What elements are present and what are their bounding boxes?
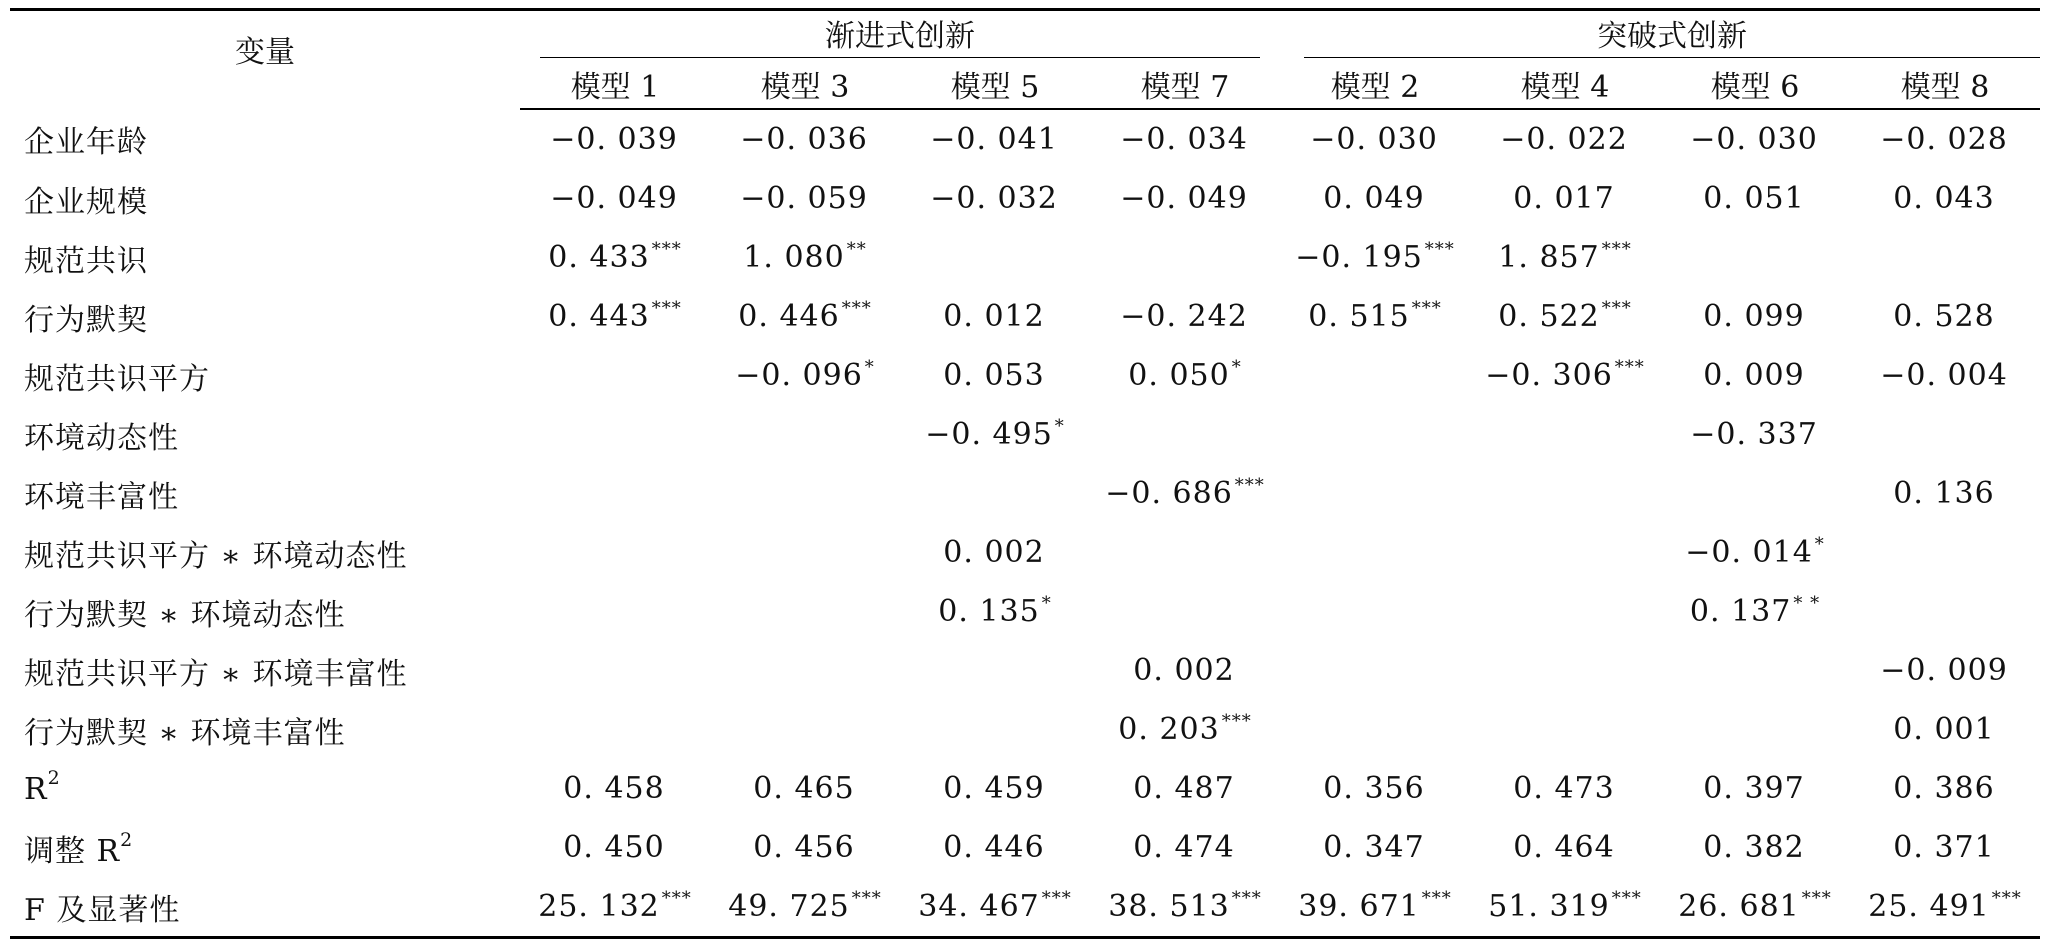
table-cell — [1850, 877, 2040, 938]
cell-value: 0. 446 — [738, 299, 840, 334]
cell-value: −0. 096 — [735, 358, 863, 393]
table-cell — [1090, 109, 1280, 169]
table-cell — [1090, 582, 1280, 641]
table-cell — [1280, 818, 1470, 877]
model-header: 模型 3 — [710, 60, 900, 109]
cell-value: 0. 136 — [1893, 476, 1995, 511]
table-cell — [1660, 346, 1850, 405]
table-cell — [1090, 169, 1280, 228]
row-label-text: F 及显著性 — [24, 892, 181, 928]
cell-value: −0. 041 — [930, 122, 1058, 157]
group-label-incremental: 渐进式创新 — [540, 11, 1260, 58]
cell-value: 0. 528 — [1893, 299, 1995, 334]
table-cell — [1850, 582, 2040, 641]
table-row — [10, 287, 2040, 346]
cell-value: 39. 671 — [1298, 889, 1420, 924]
significance-stars: *** — [1991, 888, 2022, 909]
table-row — [10, 877, 2040, 938]
table-cell — [520, 169, 710, 228]
table-cell — [1280, 169, 1470, 228]
significance-stars: *** — [1234, 475, 1265, 496]
table-cell — [520, 523, 710, 582]
table-cell — [900, 287, 1090, 346]
cell-value: 0. 347 — [1323, 830, 1425, 865]
table-cell — [900, 582, 1090, 641]
cell-value: 0. 203 — [1118, 712, 1220, 747]
table-cell — [1660, 759, 1850, 818]
table-cell — [1090, 228, 1280, 287]
table-cell — [520, 641, 710, 700]
model-header: 模型 6 — [1660, 60, 1850, 109]
row-label — [10, 759, 520, 818]
row-label — [10, 523, 520, 582]
table-cell — [520, 405, 710, 464]
table-cell — [710, 346, 900, 405]
cell-value: 0. 464 — [1513, 830, 1615, 865]
row-label — [10, 169, 520, 228]
cell-value: 0. 397 — [1703, 771, 1805, 806]
table-cell — [1470, 464, 1660, 523]
cell-value: 0. 049 — [1323, 181, 1425, 216]
table-cell — [710, 818, 900, 877]
table-cell — [1660, 818, 1850, 877]
significance-stars: * — [1231, 357, 1242, 378]
table-cell — [1470, 228, 1660, 287]
significance-stars: *** — [1424, 239, 1455, 260]
table-cell — [900, 523, 1090, 582]
significance-stars: * — [1054, 416, 1065, 437]
table-cell — [1470, 405, 1660, 464]
table-row — [10, 346, 2040, 405]
regression-table-container — [10, 8, 2040, 939]
table-row — [10, 109, 2040, 169]
table-cell — [520, 287, 710, 346]
row-label-text: 规范共识平方 — [24, 361, 210, 397]
cell-value: −0. 337 — [1690, 417, 1818, 452]
table-cell — [1090, 818, 1280, 877]
significance-stars: * — [1041, 593, 1052, 614]
table-row — [10, 759, 2040, 818]
table-cell — [710, 405, 900, 464]
table-cell — [520, 700, 710, 759]
table-cell — [1470, 641, 1660, 700]
row-label — [10, 109, 520, 169]
table-cell — [1660, 169, 1850, 228]
table-cell — [1470, 759, 1660, 818]
table-cell — [1470, 523, 1660, 582]
cell-value: 0. 458 — [563, 771, 665, 806]
cell-value: 0. 051 — [1703, 181, 1805, 216]
cell-value: 25. 491 — [1868, 889, 1990, 924]
significance-stars: *** — [1411, 298, 1442, 319]
table-cell — [900, 464, 1090, 523]
table-cell — [1660, 523, 1850, 582]
header-row-groups — [10, 10, 2040, 61]
table-cell — [1090, 759, 1280, 818]
table-cell — [710, 523, 900, 582]
table-cell — [1470, 877, 1660, 938]
cell-value: 0. 443 — [548, 299, 650, 334]
row-label — [10, 287, 520, 346]
significance-stars: *** — [651, 298, 682, 319]
row-label-text: R — [24, 771, 48, 807]
table-cell — [1660, 109, 1850, 169]
row-label-text: 企业年龄 — [24, 125, 148, 160]
cell-value: −0. 049 — [1120, 181, 1248, 216]
row-label — [10, 641, 520, 700]
row-label-text: 行为默契 — [24, 302, 148, 338]
table-cell — [1280, 582, 1470, 641]
table-row — [10, 464, 2040, 523]
model-header: 模型 5 — [900, 60, 1090, 109]
table-cell — [1090, 700, 1280, 759]
cell-value: 1. 857 — [1498, 240, 1600, 275]
table-cell — [1280, 109, 1470, 169]
table-cell — [520, 228, 710, 287]
table-cell — [1850, 109, 2040, 169]
row-label-text: 规范共识平方 ∗ 环境动态性 — [24, 538, 408, 574]
cell-value: 26. 681 — [1678, 889, 1800, 924]
cell-value: 0. 012 — [943, 299, 1045, 334]
cell-value: −0. 686 — [1105, 476, 1233, 511]
table-row — [10, 641, 2040, 700]
cell-value: −0. 049 — [550, 181, 678, 216]
superscript: 2 — [47, 766, 61, 789]
table-cell — [1280, 287, 1470, 346]
variable-header: 变量 — [10, 10, 520, 110]
row-label — [10, 877, 520, 938]
cell-value: 0. 474 — [1133, 830, 1235, 865]
table-cell — [1470, 287, 1660, 346]
cell-value: −0. 009 — [1880, 653, 2008, 688]
group-label-radical: 突破式创新 — [1304, 11, 2040, 58]
table-cell — [900, 405, 1090, 464]
table-cell — [1280, 405, 1470, 464]
cell-value: 0. 356 — [1323, 771, 1425, 806]
table-cell — [1280, 759, 1470, 818]
significance-stars: *** — [1614, 357, 1645, 378]
table-cell — [900, 169, 1090, 228]
table-cell — [710, 169, 900, 228]
table-cell — [520, 109, 710, 169]
table-cell — [1470, 582, 1660, 641]
table-cell — [1850, 169, 2040, 228]
table-row — [10, 523, 2040, 582]
row-label — [10, 228, 520, 287]
significance-stars: *** — [661, 888, 692, 909]
table-cell — [520, 464, 710, 523]
cell-value: 0. 450 — [563, 830, 665, 865]
row-label-text: 企业规模 — [24, 184, 148, 220]
significance-stars: *** — [1601, 298, 1632, 319]
significance-stars: *** — [1421, 888, 1452, 909]
cell-value: −0. 032 — [930, 181, 1058, 216]
table-cell — [1470, 700, 1660, 759]
table-cell — [1280, 700, 1470, 759]
table-cell — [1850, 641, 2040, 700]
cell-value: 0. 382 — [1703, 830, 1805, 865]
table-cell — [520, 346, 710, 405]
cell-value: −0. 036 — [740, 122, 868, 157]
table-cell — [900, 228, 1090, 287]
table-cell — [900, 877, 1090, 938]
cell-value: 1. 080 — [743, 240, 845, 275]
table-cell — [1470, 818, 1660, 877]
significance-stars: *** — [1221, 711, 1252, 732]
regression-table — [10, 8, 2040, 939]
cell-value: 0. 433 — [548, 240, 650, 275]
table-cell — [1850, 287, 2040, 346]
cell-value: −0. 030 — [1310, 122, 1438, 157]
cell-value: 0. 487 — [1133, 771, 1235, 806]
table-row — [10, 700, 2040, 759]
table-cell — [1660, 700, 1850, 759]
table-cell — [1660, 287, 1850, 346]
table-row — [10, 169, 2040, 228]
cell-value: 0. 009 — [1703, 358, 1805, 393]
cell-value: 0. 515 — [1308, 299, 1410, 334]
row-label-text: 环境动态性 — [24, 420, 179, 456]
cell-value: 0. 522 — [1498, 299, 1600, 334]
table-cell — [1280, 877, 1470, 938]
table-cell — [900, 641, 1090, 700]
table-cell — [710, 109, 900, 169]
cell-value: −0. 022 — [1500, 122, 1628, 157]
cell-value: −0. 030 — [1690, 122, 1818, 157]
table-cell — [710, 582, 900, 641]
cell-value: 0. 473 — [1513, 771, 1615, 806]
table-cell — [1090, 405, 1280, 464]
table-row — [10, 582, 2040, 641]
table-cell — [520, 759, 710, 818]
model-header: 模型 1 — [520, 60, 710, 109]
row-label — [10, 700, 520, 759]
cell-value: 0. 043 — [1893, 181, 1995, 216]
significance-stars: *** — [1601, 239, 1632, 260]
group-header-incremental — [520, 10, 1280, 61]
cell-value: 0. 137 — [1689, 594, 1792, 629]
significance-stars: *** — [841, 298, 872, 319]
significance-stars: *** — [651, 239, 682, 260]
table-cell — [1850, 228, 2040, 287]
row-label-text: 规范共识 — [24, 243, 148, 279]
table-cell — [1660, 877, 1850, 938]
table-cell — [1090, 287, 1280, 346]
table-cell — [710, 877, 900, 938]
table-cell — [1850, 759, 2040, 818]
table-cell — [900, 346, 1090, 405]
table-cell — [1280, 228, 1470, 287]
group-header-radical — [1280, 10, 2040, 61]
table-cell — [1850, 700, 2040, 759]
cell-value: −0. 195 — [1295, 240, 1423, 275]
table-cell — [520, 582, 710, 641]
cell-value: −0. 495 — [925, 417, 1053, 452]
table-row — [10, 228, 2040, 287]
table-cell — [1850, 346, 2040, 405]
cell-value: −0. 039 — [550, 122, 678, 157]
model-header: 模型 2 — [1280, 60, 1470, 109]
cell-value: −0. 014 — [1685, 535, 1813, 570]
significance-stars: *** — [851, 888, 882, 909]
table-cell — [1850, 464, 2040, 523]
table-cell — [1090, 346, 1280, 405]
row-label — [10, 346, 520, 405]
table-cell — [1280, 641, 1470, 700]
table-row — [10, 818, 2040, 877]
cell-value: −0. 242 — [1120, 299, 1248, 334]
table-cell — [1660, 464, 1850, 523]
table-cell — [1660, 228, 1850, 287]
significance-stars: *** — [1231, 888, 1262, 909]
table-cell — [520, 877, 710, 938]
table-cell — [1090, 877, 1280, 938]
table-cell — [1090, 641, 1280, 700]
cell-value: 25. 132 — [538, 889, 660, 924]
model-header: 模型 8 — [1850, 60, 2040, 109]
table-cell — [1850, 523, 2040, 582]
cell-value: −0. 028 — [1880, 122, 2008, 157]
significance-stars: * * — [1793, 593, 1821, 614]
row-label — [10, 582, 520, 641]
row-label-text: 环境丰富性 — [24, 479, 179, 515]
row-label — [10, 405, 520, 464]
row-label-text: 行为默契 ∗ 环境动态性 — [24, 597, 346, 633]
significance-stars: *** — [1611, 888, 1642, 909]
table-cell — [1280, 346, 1470, 405]
cell-value: −0. 034 — [1120, 122, 1248, 157]
table-cell — [900, 700, 1090, 759]
cell-value: 0. 053 — [943, 358, 1045, 393]
table-cell — [1470, 109, 1660, 169]
cell-value: −0. 059 — [740, 181, 868, 216]
cell-value: 0. 099 — [1703, 299, 1805, 334]
table-cell — [1090, 464, 1280, 523]
model-header: 模型 7 — [1090, 60, 1280, 109]
cell-value: 0. 446 — [943, 830, 1045, 865]
cell-value: 0. 017 — [1513, 181, 1615, 216]
cell-value: 0. 459 — [943, 771, 1045, 806]
significance-stars: ** — [846, 239, 867, 260]
table-row — [10, 405, 2040, 464]
cell-value: 0. 465 — [753, 771, 855, 806]
significance-stars: * — [864, 357, 875, 378]
table-cell — [710, 287, 900, 346]
row-label — [10, 464, 520, 523]
table-cell — [1660, 641, 1850, 700]
table-cell — [1470, 169, 1660, 228]
row-label-text: 规范共识平方 ∗ 环境丰富性 — [24, 656, 408, 692]
table-cell — [1090, 523, 1280, 582]
table-cell — [710, 228, 900, 287]
row-label-text: 行为默契 ∗ 环境丰富性 — [24, 715, 346, 751]
cell-value: 0. 002 — [943, 535, 1045, 570]
table-cell — [900, 109, 1090, 169]
table-cell — [1280, 464, 1470, 523]
cell-value: 0. 386 — [1893, 771, 1995, 806]
cell-value: 0. 050 — [1128, 358, 1230, 393]
cell-value: 0. 135 — [938, 594, 1040, 629]
cell-value: −0. 004 — [1880, 358, 2008, 393]
cell-value: −0. 306 — [1485, 358, 1613, 393]
superscript: 2 — [120, 828, 134, 851]
table-cell — [520, 818, 710, 877]
cell-value: 0. 371 — [1893, 830, 1995, 865]
significance-stars: *** — [1801, 888, 1832, 909]
row-label — [10, 818, 520, 877]
table-cell — [1660, 582, 1850, 641]
cell-value: 0. 002 — [1133, 653, 1235, 688]
table-cell — [1850, 405, 2040, 464]
table-cell — [710, 759, 900, 818]
cell-value: 34. 467 — [918, 889, 1040, 924]
table-cell — [1850, 818, 2040, 877]
table-cell — [710, 641, 900, 700]
cell-value: 51. 319 — [1488, 889, 1610, 924]
table-cell — [710, 700, 900, 759]
table-cell — [710, 464, 900, 523]
cell-value: 49. 725 — [728, 889, 850, 924]
table-cell — [1280, 523, 1470, 582]
table-cell — [1660, 405, 1850, 464]
row-label-text: 调整 R — [24, 833, 121, 869]
cell-value: 0. 456 — [753, 830, 855, 865]
model-header: 模型 4 — [1470, 60, 1660, 109]
cell-value: 38. 513 — [1108, 889, 1230, 924]
table-cell — [900, 818, 1090, 877]
table-cell — [1470, 346, 1660, 405]
significance-stars: *** — [1041, 888, 1072, 909]
significance-stars: * — [1814, 534, 1825, 555]
table-cell — [900, 759, 1090, 818]
cell-value: 0. 001 — [1893, 712, 1995, 747]
